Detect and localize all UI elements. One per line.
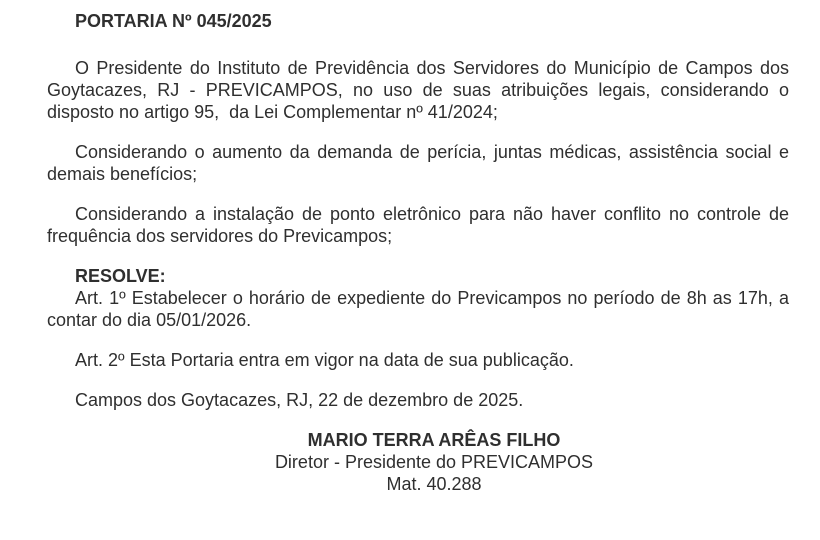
consideration-paragraph-2: Considerando a instalação de ponto eletrônico para não haver conflito no controle de frequência dos servidores do Previcampos; bbox=[47, 204, 795, 246]
consideration-paragraph-1: Considerando o aumento da demanda de perícia, juntas médicas, assistência social e demais benefícios; bbox=[47, 142, 795, 184]
signature-role: Diretor - Presidente do PREVICAMPOS bbox=[274, 452, 594, 472]
portaria-title: PORTARIA Nº 045/2025 bbox=[75, 11, 272, 31]
signature-registration: Mat. 40.288 bbox=[386, 474, 482, 494]
article-1-paragraph: Art. 1º Estabelecer o horário de expediente do Previcampos no período de 8h as 17h, a contar do dia 05/01/2026. bbox=[47, 288, 795, 330]
preamble-paragraph: O Presidente do Instituto de Previdência dos Servidores do Município de Campos dos Goytacazes, RJ - PREVICAMPOS, no uso de suas atribuições legais, considerando o disposto no artigo 95, da Lei Complementar nº 41/2024; bbox=[47, 58, 795, 122]
signature-name: MARIO TERRA ARÊAS FILHO bbox=[307, 430, 561, 450]
resolve-heading: RESOLVE: bbox=[75, 266, 166, 286]
article-2-paragraph: Art. 2º Esta Portaria entra em vigor na data de sua publicação. bbox=[75, 350, 574, 370]
signature-block bbox=[79, 429, 789, 495]
dateline: Campos dos Goytacazes, RJ, 22 de dezembro de 2025. bbox=[75, 390, 524, 410]
